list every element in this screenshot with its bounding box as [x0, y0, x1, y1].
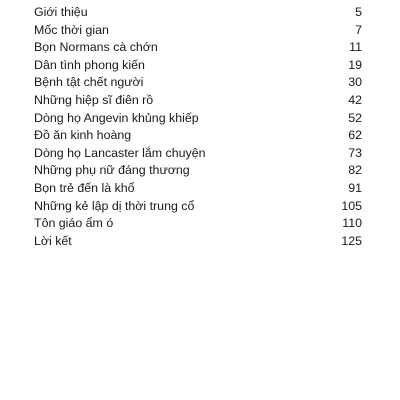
toc-entry: [34, 141, 362, 159]
toc-entry-title: Bọn Normans cà chớn: [34, 40, 158, 55]
toc-entry-title: Đồ ăn kinh hoàng: [34, 128, 132, 143]
toc-entry-title: Bọn trẻ đến là khổ: [34, 180, 135, 195]
toc-entry-page: 73: [348, 145, 362, 160]
toc-entry-page: 110: [342, 216, 362, 231]
toc-entry: [34, 18, 362, 36]
toc-entry-title: Bệnh tật chết người: [34, 75, 144, 90]
toc-entry: [34, 176, 362, 194]
toc-entry: [34, 194, 362, 212]
toc-entry-title: Dòng họ Angevin khủng khiếp: [34, 110, 199, 125]
toc-entry-page: 82: [348, 163, 362, 178]
toc-entry: [34, 70, 362, 88]
toc-entry-page: 105: [341, 198, 362, 213]
toc-entry-title: Giới thiệu: [34, 5, 88, 19]
toc-entry: [34, 106, 362, 124]
toc-entry-page: 62: [348, 128, 362, 143]
toc-entry-page: 125: [341, 233, 362, 248]
toc-entry: [34, 88, 362, 106]
toc-entry-title: Dòng họ Lancaster lắm chuyện: [34, 145, 206, 160]
toc-entry-page: 19: [348, 57, 362, 72]
toc-entry-title: Lời kết: [34, 233, 72, 248]
toc-entry-title: Những hiệp sĩ điên rồ: [34, 92, 154, 107]
toc-entry-page: 11: [349, 40, 362, 55]
toc-entry-title: Tôn giáo ẩm ó: [34, 216, 114, 231]
toc-entry: [34, 211, 362, 229]
toc-entry-page: 5: [355, 5, 362, 19]
toc-entry: [34, 53, 362, 71]
toc-entry: [34, 123, 362, 141]
toc-entry: [34, 35, 362, 53]
table-of-contents: [34, 0, 362, 246]
toc-entry-title: Dân tình phong kiến: [34, 57, 145, 72]
toc-entry-page: 91: [348, 180, 362, 195]
toc-entry-title: Mốc thời gian: [34, 22, 109, 37]
toc-entry-title: Những phụ nữ đáng thương: [34, 163, 190, 178]
toc-entry-page: 52: [348, 110, 362, 125]
toc-entry-title: Những kẻ lập dị thời trung cổ: [34, 198, 195, 213]
toc-entry: [34, 158, 362, 176]
toc-entry: [34, 0, 362, 18]
toc-entry-page: 7: [355, 22, 362, 37]
toc-entry: [34, 229, 362, 247]
toc-entry-page: 42: [348, 92, 362, 107]
toc-entry-page: 30: [348, 75, 362, 90]
